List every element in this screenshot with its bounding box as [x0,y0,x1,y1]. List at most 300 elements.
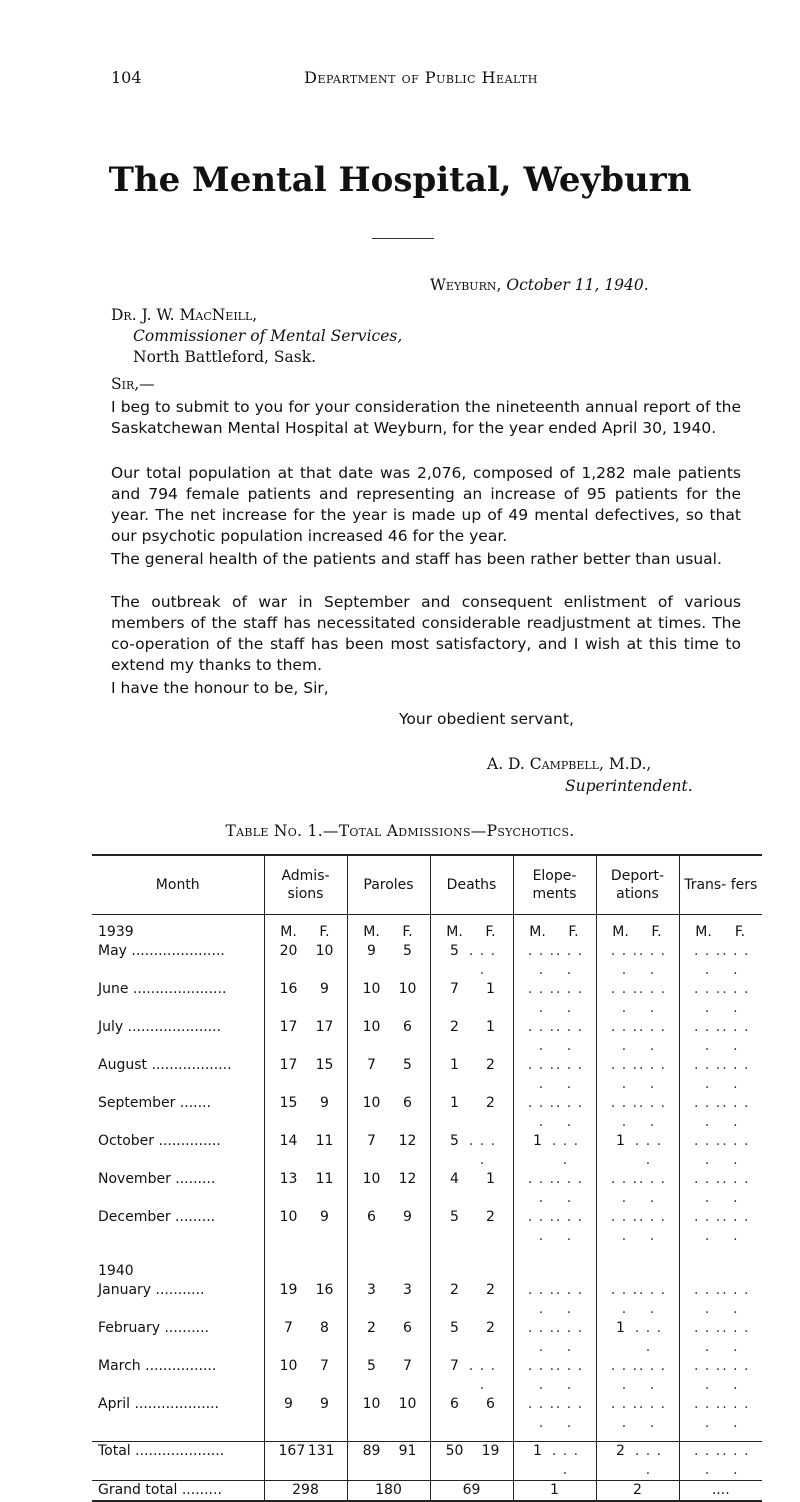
cell-female: 9 [320,981,329,997]
cell-female: 12 [398,1171,417,1187]
cell-pair [680,923,763,942]
cell-male: . . . . [527,1282,556,1317]
cell-male: . . . . [693,1320,722,1355]
cell-pair [680,1094,763,1132]
table-cell [347,1395,430,1433]
cell-female: 6 [403,1320,412,1336]
cell-pair [265,1357,347,1376]
table-cell [347,1319,430,1357]
cell-female: . . . . [722,1396,750,1431]
cell-female: 12 [398,1133,417,1149]
cell-pair [348,980,430,999]
month-label: July ..................... [98,1019,222,1035]
table-row [92,1357,762,1395]
cell-pair [431,1208,513,1227]
month-label: January ........... [98,1282,205,1298]
cell-female: . . . . [722,1095,750,1130]
cell-pair [431,1281,513,1300]
cell-female: . . . . [722,981,750,1016]
cell-male: 17 [279,1057,298,1073]
cell-male: 5 [367,1358,376,1374]
cell-male: 6 [450,1396,459,1412]
cell-female: . . . . [468,1133,497,1168]
cell-male: M. [446,924,463,940]
cell-male: . . . . [527,1057,556,1092]
table-cell [347,923,430,942]
table-cell [679,923,762,942]
table-cell [347,1094,430,1132]
cell-female: 1 [486,1019,495,1035]
cell-pair [597,980,679,1018]
spacer-row [92,1433,762,1442]
spacer-cell [513,915,596,924]
table-cell [347,1056,430,1094]
cell-female: 8 [320,1320,329,1336]
cell-pair [431,1319,513,1338]
cell-female: 7 [403,1358,412,1374]
cell-male: . . . . [693,1396,722,1431]
cell-male: M. [363,924,380,940]
cell-female: . . . . [638,1171,667,1206]
cell-female: . . . . [638,1095,667,1130]
cell-pair [597,923,679,942]
cell-female: F. [651,924,662,940]
table-cell [513,1056,596,1094]
dateline-date: October 11, 1940. [506,276,649,294]
table-cell [679,1281,762,1319]
cell-female: . . . . [555,1019,584,1054]
month-label: April ................... [98,1396,220,1412]
cell-pair [680,1132,763,1170]
cell-female: 10 [398,981,417,997]
header-paroles: Paroles [347,855,430,915]
cell-pair [265,1208,347,1227]
table-row [92,1056,762,1094]
cell-pair [680,1056,763,1094]
cell-pair [348,1395,430,1414]
table-cell [347,942,430,980]
cell-male: 7 [450,1358,459,1374]
year-label: 1940 [98,1263,134,1279]
month-label: May ..................... [98,943,225,959]
table-cell [513,980,596,1018]
cell-male: 167 [278,1443,306,1459]
table-cell [264,1357,347,1395]
cell-male: . . . . [693,943,722,978]
table-cell [596,1056,679,1094]
table-cell [596,1395,679,1433]
cell-male: . . . . [527,943,556,978]
table-cell [264,1056,347,1094]
cell-female: . . . . [555,1396,584,1431]
cell-pair [680,1018,763,1056]
cell-male: . . . . [693,1209,722,1244]
cell-pair [348,942,430,961]
running-head: Department of Public Health [304,68,538,87]
cell-male: 15 [279,1095,298,1111]
cell-male: . . . . [693,1443,722,1478]
cell-pair [514,942,596,980]
cell-male: . . . . [527,981,556,1016]
empty-cell [264,1262,347,1281]
spacer-cell [92,915,264,924]
year-row-1939 [92,923,762,942]
cell-male: 10 [362,1396,381,1412]
cell-pair [514,1442,596,1480]
cell-pair [431,1056,513,1075]
cell-pair [265,1319,347,1338]
grand-total-cell: 69 [430,1481,513,1502]
spacer-cell [347,915,430,924]
table-cell [679,1395,762,1433]
spacer-cell [679,1433,762,1442]
cell-female: . . . . [722,1209,750,1244]
cell-pair [514,1132,596,1170]
table-cell [679,1357,762,1395]
cell-pair [597,1357,679,1395]
cell-male: . . . . [610,1019,639,1054]
cell-female: 11 [315,1171,334,1187]
paragraph-4: The outbreak of war in September and consequent enlistment of various members of the staff has necessitated considerable readjustment at times. The co-operation of the staff has been most satisfactory, and I wish at this time to extend my thanks to them. [111,593,741,674]
month-label: October .............. [98,1133,221,1149]
table-cell [264,923,347,942]
cell-female: . . . . [638,1209,667,1244]
cell-pair [597,1281,679,1319]
cell-male: 9 [367,943,376,959]
table-cell [430,1319,513,1357]
table-cell [679,1170,762,1208]
table-cell [264,1094,347,1132]
cell-pair [597,1018,679,1056]
table-cell [430,1170,513,1208]
cell-pair [514,980,596,1018]
cell-female: 1 [486,981,495,997]
cell-female: . . . . [722,943,750,978]
cell-female: F. [319,924,330,940]
cell-pair [514,1170,596,1208]
cell-pair [431,1132,513,1170]
table-cell [264,1018,347,1056]
cell-male: . . . . [693,1282,722,1317]
cell-pair [431,1442,513,1461]
cell-male: 89 [362,1443,381,1459]
cell-female: . . . . [555,1095,584,1130]
cell-male: 10 [362,981,381,997]
cell-male: . . . . [527,1019,556,1054]
table-cell [596,1319,679,1357]
cell-pair [431,1094,513,1113]
signature: A. D. Campbell, M.D., [487,755,652,773]
addressee-block [111,305,711,368]
cell-female: . . . . [638,943,667,978]
cell-male: 5 [450,1209,459,1225]
cell-pair [597,1442,679,1480]
table-cell [596,1094,679,1132]
cell-male: 7 [367,1133,376,1149]
table-cell [596,1208,679,1246]
cell-male: . . . . [527,1209,556,1244]
cell-female: . . . . [555,1282,584,1317]
month-label: December ......... [98,1209,216,1225]
gap-cell [513,1246,596,1262]
month-label: March ................ [98,1358,217,1374]
cell-male: . . . . [610,1209,639,1244]
cell-female: . . . . [555,1209,584,1244]
cell-pair [348,1132,430,1151]
cell-female: . . . . [638,981,667,1016]
cell-pair [265,1281,347,1300]
table-cell [430,1094,513,1132]
cell-pair [514,1395,596,1433]
cell-female: 6 [486,1396,495,1412]
cell-male: 5 [450,1320,459,1336]
cell-pair [348,1094,430,1113]
table-cell [596,1281,679,1319]
cell-pair [680,1442,763,1480]
grand-total-label: Grand total ......... [92,1481,264,1502]
grand-total-row [92,1481,762,1502]
cell-pair [348,1442,430,1461]
gap-cell [596,1246,679,1262]
cell-female: . . . . [722,1133,750,1168]
table-cell [347,1132,430,1170]
cell-male: . . . . [610,1358,639,1393]
cell-pair [265,1170,347,1189]
cell-pair [680,1319,763,1357]
table-cell [596,980,679,1018]
empty-cell [513,1262,596,1281]
cell-male: 2 [450,1019,459,1035]
cell-male: 5 [450,1133,459,1149]
cell-female: 9 [403,1209,412,1225]
year-label: 1939 [98,924,134,940]
header-admissions: Admis- sions [264,855,347,915]
cell-female: . . . . [638,1282,667,1317]
table-cell [513,923,596,942]
table-cell [596,1132,679,1170]
table-cell [430,1132,513,1170]
month-label: June ..................... [98,981,227,997]
cell-male: 4 [450,1171,459,1187]
table-row [92,942,762,980]
addressee-name: Dr. J. W. MacNeill, [111,306,258,324]
table-cell [679,1442,762,1481]
cell-pair [680,1357,763,1395]
table-cell [347,1357,430,1395]
table-cell [679,1319,762,1357]
table-row [92,1018,762,1056]
table-cell [679,1056,762,1094]
table-cell [264,1442,347,1481]
cell-female: . . . . [634,1443,663,1478]
table-cell [264,1281,347,1319]
cell-female: . . . . [555,1057,584,1092]
cell-pair [597,1319,679,1357]
cell-pair [597,1170,679,1208]
cell-pair [680,1281,763,1319]
grand-total-cell: .... [679,1481,762,1502]
grand-total-cell: 2 [596,1481,679,1502]
cell-female: . . . . [551,1133,580,1168]
table-cell [264,1132,347,1170]
cell-female: . . . . [722,1320,750,1355]
cell-female: . . . . [634,1133,663,1168]
month-label: August .................. [98,1057,232,1073]
empty-cell [347,1262,430,1281]
header-month: Month [92,855,264,915]
cell-male: 2 [616,1443,625,1459]
table-cell [596,1170,679,1208]
cell-pair [514,1319,596,1357]
cell-pair [597,1056,679,1094]
spacer-cell [264,915,347,924]
table-cell [264,1208,347,1246]
cell-female: 9 [320,1095,329,1111]
cell-female: 3 [403,1282,412,1298]
total-row [92,1442,762,1481]
cell-pair [597,1208,679,1246]
cell-pair [348,1170,430,1189]
paragraph-1: I beg to submit to you for your consideration the nineteenth annual report of the Saskatchewan Mental Hospital at Weyburn, for the year ended April 30, 1940. [111,398,741,437]
cell-male: M. [612,924,629,940]
cell-male: M. [529,924,546,940]
cell-pair [265,1056,347,1075]
cell-female: . . . . [722,1443,750,1478]
cell-pair [348,1357,430,1376]
table-cell [264,1395,347,1433]
table-cell [513,1094,596,1132]
table-cell [513,1132,596,1170]
cell-male: . . . . [693,1358,722,1393]
cell-pair [431,942,513,980]
gap-cell [347,1246,430,1262]
paragraph-5: I have the honour to be, Sir, [111,679,329,697]
cell-female: . . . . [555,981,584,1016]
grand-total-cell: 1 [513,1481,596,1502]
table-row [92,1208,762,1246]
cell-male: 9 [284,1396,293,1412]
cell-pair [431,923,513,942]
cell-male: 10 [362,1171,381,1187]
table-cell [596,1357,679,1395]
table-cell [347,1442,430,1481]
dateline [430,276,740,294]
table-cell [679,1132,762,1170]
cell-female: 19 [481,1443,500,1459]
cell-male: . . . . [610,1057,639,1092]
cell-female: 17 [315,1019,334,1035]
cell-pair [680,1170,763,1208]
header-deaths: Deaths [430,855,513,915]
spacer-cell [513,1433,596,1442]
table-cell [513,1208,596,1246]
document-title: The Mental Hospital, Weyburn [108,160,692,200]
cell-male: . . . . [610,943,639,978]
spacer-cell [596,1433,679,1442]
cell-male: 13 [279,1171,298,1187]
cell-male: 5 [450,943,459,959]
table-cell [430,1442,513,1481]
cell-female: 6 [403,1095,412,1111]
cell-pair [680,942,763,980]
gap-row [92,1246,762,1262]
cell-pair [680,1208,763,1246]
cell-female: . . . . [638,1019,667,1054]
table-cell [430,923,513,942]
gap-cell [430,1246,513,1262]
cell-male: . . . . [610,1396,639,1431]
cell-male: 10 [279,1209,298,1225]
table-cell [513,1018,596,1056]
cell-male: 17 [279,1019,298,1035]
gap-cell [264,1246,347,1262]
cell-female: . . . . [551,1443,580,1478]
cell-female: 131 [307,1443,335,1459]
cell-pair [265,1442,347,1461]
cell-female: . . . . [722,1171,750,1206]
table-cell [679,1208,762,1246]
closing: Your obedient servant, [399,710,574,728]
cell-pair [348,1319,430,1338]
table-row [92,980,762,1018]
cell-pair [265,1395,347,1414]
table-row [92,1281,762,1319]
cell-male: . . . . [693,1133,722,1168]
month-label: February .......... [98,1320,209,1336]
table-cell [513,1442,596,1481]
cell-female: . . . . [555,1171,584,1206]
table-cell [264,1319,347,1357]
year-row-1940 [92,1262,762,1281]
cell-male: 16 [279,981,298,997]
table-cell [430,1281,513,1319]
cell-female: . . . . [555,943,584,978]
cell-female: 9 [320,1396,329,1412]
table-body [92,915,762,1502]
cell-pair [348,1281,430,1300]
addressee-location: North Battleford, Sask. [133,348,317,366]
cell-female: . . . . [638,1396,667,1431]
cell-pair [265,923,347,942]
cell-pair [680,1395,763,1433]
cell-female: 2 [486,1057,495,1073]
cell-female: 1 [486,1171,495,1187]
table-cell [513,1319,596,1357]
cell-pair [431,1170,513,1189]
cell-pair [514,1018,596,1056]
dateline-place: Weyburn, [430,276,502,294]
table-cell [347,1281,430,1319]
spacer-cell [347,1433,430,1442]
cell-female: . . . . [555,1358,584,1393]
table-cell [430,942,513,980]
cell-male: 1 [533,1133,542,1149]
table-cell [430,980,513,1018]
cell-pair [680,980,763,1018]
table-cell [596,923,679,942]
paragraph-2: Our total population at that date was 2,076, composed of 1,282 male patients and 794 female patients and representing an increase of 95 patients for the year. The net increase for the year is made up of 49 mental defectives, so that our psychotic population increased 46 for the year. [111,464,741,545]
cell-female: . . . . [722,1057,750,1092]
empty-cell [596,1262,679,1281]
cell-pair [265,980,347,999]
table-cell [430,1395,513,1433]
cell-male: . . . . [693,1095,722,1130]
cell-male: 20 [279,943,298,959]
cell-female: 15 [315,1057,334,1073]
cell-pair [348,923,430,942]
title-rule [372,238,434,239]
table-cell [347,1208,430,1246]
